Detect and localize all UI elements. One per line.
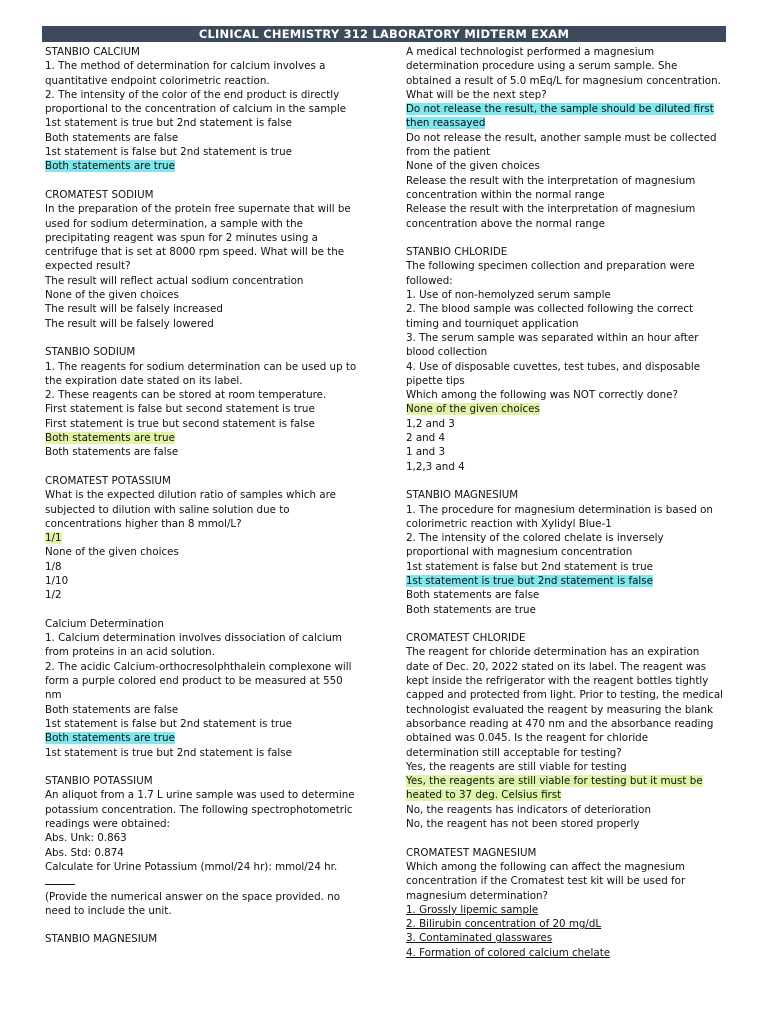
question-line bbox=[406, 503, 724, 532]
question-heading: CROMATEST SODIUM bbox=[45, 188, 154, 201]
line-text: A medical technologist performed a magnesium determination procedure using a serum sample. She obtained a result of 5.0 mEq/L for magnesium concentration. What will be the next step? bbox=[406, 46, 721, 101]
question-line bbox=[406, 460, 724, 474]
question-line bbox=[45, 317, 361, 331]
line-text: Abs. Std: 0.874 bbox=[45, 846, 124, 859]
line-text: What is the expected dilution ratio of samples which are subjected to dilution with saline solution due to concentrations higher than 8 mmol/L? bbox=[45, 489, 336, 530]
question-line bbox=[45, 302, 361, 316]
question-line bbox=[406, 588, 724, 602]
highlighted-answer bbox=[406, 574, 724, 588]
question-line bbox=[45, 545, 361, 559]
line-text: Release the result with the interpretation of magnesium concentration above the normal range bbox=[406, 203, 696, 230]
question-line bbox=[45, 631, 361, 660]
question-block bbox=[406, 45, 724, 231]
question-block bbox=[406, 488, 724, 617]
line-text: 2. The intensity of the color of the end product is directly proportional to the concentration of calcium in the sample bbox=[45, 88, 347, 116]
question-line bbox=[45, 846, 361, 860]
line-text: Do not release the result, another sample must be collected from the patient bbox=[406, 131, 717, 159]
line-text: 1st statement is false but 2nd statement is true bbox=[45, 717, 292, 730]
line-text: 1/1 bbox=[45, 532, 62, 545]
question-block bbox=[45, 932, 361, 946]
line-text: Do not release the result, the sample should be diluted first then reassayed bbox=[406, 103, 714, 130]
line-text: 1. The reagents for sodium determination can be used up to the expiration date stated on its label. bbox=[45, 360, 357, 387]
question-line bbox=[406, 645, 724, 759]
question-line bbox=[45, 445, 361, 459]
line-text: 2. The acidic Calcium-orthocresolphthalein complexone will form a purple colored end product to be measured at 550 nm bbox=[45, 660, 352, 702]
line-text: 2. These reagents can be stored at room temperature. bbox=[45, 389, 327, 402]
line-text: 1st statement is true but 2nd statement is false bbox=[406, 574, 653, 587]
question-line bbox=[406, 946, 724, 960]
question-line bbox=[45, 717, 361, 731]
question-line bbox=[45, 388, 361, 402]
highlighted-answer bbox=[406, 402, 724, 416]
line-text: 1. Calcium determination involves dissociation of calcium from proteins in an acid solution. bbox=[45, 632, 342, 659]
line-text: 4. Formation of colored calcium chelate bbox=[406, 946, 611, 959]
line-text: 1st statement is false but 2nd statement is true bbox=[45, 146, 292, 159]
line-text: 1/10 bbox=[45, 574, 69, 587]
question-block bbox=[45, 774, 361, 918]
question-line bbox=[45, 746, 361, 760]
line-text: Calculate for Urine Potassium (mmol/24 hr): mmol/24 hr. bbox=[45, 860, 338, 873]
question-block bbox=[45, 188, 361, 331]
question-line bbox=[406, 331, 724, 360]
line-text: 1,2 and 3 bbox=[406, 417, 455, 430]
line-text: None of the given choices bbox=[406, 403, 540, 416]
question-line bbox=[45, 145, 361, 159]
line-text: 2 and 4 bbox=[406, 432, 446, 445]
exam-title: CLINICAL CHEMISTRY 312 LABORATORY MIDTERM EXAM bbox=[42, 26, 726, 42]
line-text: Both statements are false bbox=[45, 703, 179, 716]
line-text: 3. Contaminated glasswares bbox=[406, 932, 553, 945]
question-line bbox=[406, 917, 724, 931]
question-line bbox=[406, 388, 724, 402]
question-line bbox=[406, 760, 724, 774]
line-text: The result will reflect actual sodium concentration bbox=[45, 274, 304, 287]
line-text: 1st statement is true but 2nd statement is false bbox=[45, 117, 292, 130]
question-block bbox=[45, 45, 361, 174]
question-line bbox=[406, 603, 724, 617]
line-text: (Provide the numerical answer on the space provided. no need to include the unit. bbox=[45, 890, 341, 917]
question-line bbox=[45, 88, 361, 117]
question-heading: STANBIO POTASSIUM bbox=[45, 775, 153, 788]
question-block bbox=[45, 617, 361, 760]
question-line bbox=[45, 588, 361, 602]
question-line bbox=[406, 431, 724, 445]
question-line bbox=[45, 131, 361, 145]
line-text: In the preparation of the protein free supernate that will be used for sodium determination, a sample with the precipitating reagent was spun for 2 minutes using a centrifuge that is set at 8000 rpm speed. What will be the expected result? bbox=[45, 203, 351, 273]
question-line bbox=[406, 803, 724, 817]
question-line bbox=[45, 417, 361, 431]
line-text: Abs. Unk: 0.863 bbox=[45, 832, 127, 845]
question-line bbox=[406, 288, 724, 302]
line-text: First statement is false but second statement is true bbox=[45, 403, 315, 416]
question-line bbox=[45, 488, 361, 531]
answer-blank bbox=[45, 874, 361, 889]
question-line bbox=[406, 131, 724, 160]
question-block bbox=[45, 474, 361, 603]
line-text: 1/8 bbox=[45, 560, 62, 573]
question-heading: STANBIO CHLORIDE bbox=[406, 246, 508, 259]
question-line bbox=[45, 360, 361, 389]
line-text: First statement is true but second statement is false bbox=[45, 417, 315, 430]
line-text: Which among the following was NOT correctly done? bbox=[406, 389, 678, 402]
line-text: No, the reagents has indicators of deterioration bbox=[406, 803, 651, 816]
question-line bbox=[406, 202, 724, 231]
question-line bbox=[45, 660, 361, 703]
line-text: 2. Bilirubin concentration of 20 mg/dL bbox=[406, 918, 602, 931]
line-text: Both statements are true bbox=[45, 732, 175, 745]
question-line bbox=[406, 817, 724, 831]
line-text: The result will be falsely increased bbox=[45, 303, 223, 316]
question-heading: CROMATEST POTASSIUM bbox=[45, 474, 171, 487]
line-text: The reagent for chloride determination has an expiration date of Dec. 20, 2022 stated on its label. The reagent was kept inside the refrigerator with the reagent bottles tightly capped and protected from light. Prior to testing, the medical technologist evaluated the reagent by measuring the blank absorbance reading at 470 nm and the absorbance reading obtained was 0.045. Is the reagent for chloride determination still acceptable for testing? bbox=[406, 646, 724, 759]
question-heading: STANBIO SODIUM bbox=[45, 346, 136, 359]
question-heading: CROMATEST CHLORIDE bbox=[406, 632, 526, 645]
line-text: Both statements are false bbox=[45, 446, 179, 459]
line-text: 1st statement is true but 2nd statement is false bbox=[45, 746, 292, 759]
line-text: 1/2 bbox=[45, 589, 62, 602]
line-text: Release the result with the interpretation of magnesium concentration within the normal range bbox=[406, 174, 696, 201]
question-line bbox=[45, 402, 361, 416]
line-text: Both statements are true bbox=[45, 432, 175, 445]
line-text: 1. Grossly lipemic sample bbox=[406, 903, 539, 916]
question-line bbox=[406, 903, 724, 917]
question-heading: STANBIO MAGNESIUM bbox=[45, 933, 158, 946]
question-line bbox=[45, 560, 361, 574]
highlighted-answer bbox=[45, 431, 361, 445]
line-text: The result will be falsely lowered bbox=[45, 317, 214, 330]
question-line bbox=[406, 560, 724, 574]
question-line bbox=[406, 931, 724, 945]
highlighted-answer bbox=[45, 731, 361, 745]
question-line bbox=[406, 259, 724, 288]
question-line bbox=[45, 890, 361, 919]
line-text: No, the reagent has not been stored properly bbox=[406, 818, 640, 831]
highlighted-answer bbox=[406, 774, 724, 803]
question-line bbox=[406, 417, 724, 431]
highlighted-answer bbox=[406, 102, 724, 131]
line-text: Yes, the reagents are still viable for testing bbox=[406, 760, 627, 773]
line-text: 3. The serum sample was separated within an hour after blood collection bbox=[406, 331, 699, 359]
line-text: Both statements are true bbox=[45, 160, 175, 173]
right-column bbox=[406, 45, 724, 974]
question-line bbox=[45, 288, 361, 302]
line-text: 1 and 3 bbox=[406, 446, 446, 459]
question-line bbox=[45, 788, 361, 831]
question-line bbox=[406, 159, 724, 173]
question-line bbox=[406, 445, 724, 459]
line-text: Both statements are true bbox=[406, 603, 536, 616]
line-text: 1. Use of non-hemolyzed serum sample bbox=[406, 289, 611, 302]
question-line bbox=[45, 831, 361, 845]
line-text: 1,2,3 and 4 bbox=[406, 460, 465, 473]
question-line bbox=[406, 302, 724, 331]
line-text: 2. The blood sample was collected following the correct timing and tourniquet application bbox=[406, 303, 694, 330]
line-text: Yes, the reagents are still viable for testing but it must be heated to 37 deg. Celsius first bbox=[406, 775, 703, 802]
question-heading: Calcium Determination bbox=[45, 617, 164, 630]
line-text: The following specimen collection and preparation were followed: bbox=[406, 260, 695, 287]
line-text: None of the given choices bbox=[45, 546, 179, 559]
question-line bbox=[45, 860, 361, 874]
line-text: 4. Use of disposable cuvettes, test tubes, and disposable pipette tips bbox=[406, 360, 701, 387]
line-text: Both statements are false bbox=[406, 589, 540, 602]
question-line bbox=[406, 531, 724, 560]
question-block bbox=[406, 245, 724, 474]
question-line bbox=[45, 59, 361, 88]
question-block bbox=[45, 345, 361, 459]
answer-blank-line bbox=[45, 874, 75, 885]
question-line bbox=[406, 360, 724, 389]
question-line bbox=[45, 274, 361, 288]
question-line bbox=[406, 45, 724, 102]
highlighted-answer bbox=[45, 159, 361, 173]
highlighted-answer bbox=[45, 531, 361, 545]
question-block bbox=[406, 846, 724, 960]
question-line bbox=[45, 202, 361, 273]
question-heading: STANBIO CALCIUM bbox=[45, 46, 140, 58]
line-text: An aliquot from a 1.7 L urine sample was used to determine potassium concentration. The following spectrophotometric readings were obtained: bbox=[45, 789, 355, 831]
question-line bbox=[45, 116, 361, 130]
line-text: Both statements are false bbox=[45, 131, 179, 144]
question-line bbox=[45, 703, 361, 717]
left-column bbox=[45, 45, 361, 961]
line-text: Which among the following can affect the magnesium concentration if the Cromatest test kit will be used for magnesium determination? bbox=[406, 860, 686, 902]
line-text: None of the given choices bbox=[406, 160, 540, 173]
question-line bbox=[406, 860, 724, 903]
question-line bbox=[45, 574, 361, 588]
question-block bbox=[406, 631, 724, 831]
line-text: 1st statement is false but 2nd statement is true bbox=[406, 560, 653, 573]
line-text: 1. The method of determination for calcium involves a quantitative endpoint colorimetric reaction. bbox=[45, 60, 326, 87]
question-line bbox=[406, 174, 724, 203]
question-heading: STANBIO MAGNESIUM bbox=[406, 489, 519, 502]
line-text: None of the given choices bbox=[45, 289, 179, 302]
line-text: 1. The procedure for magnesium determination is based on colorimetric reaction with Xylidyl Blue-1 bbox=[406, 503, 713, 530]
question-heading: CROMATEST MAGNESIUM bbox=[406, 846, 537, 859]
line-text: 2. The intensity of the colored chelate is inversely proportional with magnesium concentration bbox=[406, 532, 664, 559]
